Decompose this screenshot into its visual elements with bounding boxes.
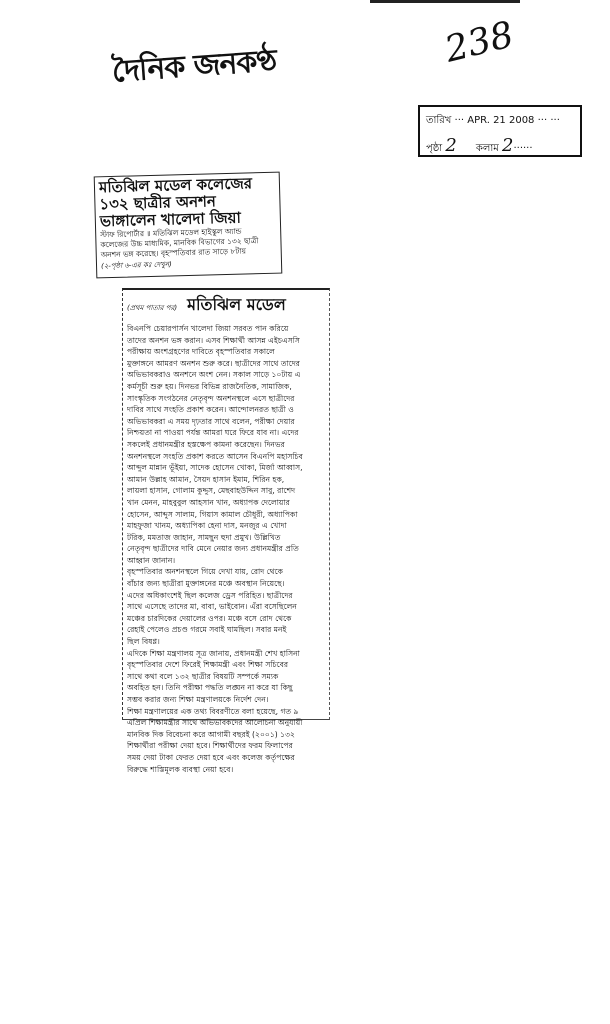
stamp-date-value: APR. 21 2008	[467, 115, 535, 126]
article-line: অভিভাবকরা এ সময় দৃঢ়তার সাথে বলেন, পরীক্ষা দেয়ার	[127, 416, 295, 426]
scan-edge-mark	[370, 0, 520, 3]
article-line: মঞ্চের চারদিকের দেয়ালের ওপর। মঞ্চে বসে রোদ থেকে	[127, 613, 292, 623]
article-line: মুক্তাঙ্গনে আমরণ অনশন শুরু করে। ছাত্রীদের সাথে তাদের	[127, 358, 300, 368]
article-line: মাহফুজা খানম, অধ্যাপিকা হেনা দাস, মনজুর এ খোদা	[127, 521, 287, 531]
article-line: হোসেন, আব্দুস সালাম, গিয়াস কামাল চৌধুরী, অধ্যাপিকা	[127, 509, 298, 519]
archive-stamp	[418, 105, 582, 157]
article-line: বৃহস্পতিবার অনশনস্থলে গিয়ে দেখা যায়, রোদ থেকে	[127, 567, 283, 577]
stamp-date-row: তারিখ ··· APR. 21 2008 ··· ···	[426, 115, 560, 126]
article-line: বৃহস্পতিবার দেশে ফিরেই শিক্ষামন্ত্রী এবং শিক্ষা সচিবের	[127, 660, 289, 670]
article-line: আহ্বান জানান।	[127, 555, 176, 565]
article-line: ছিল বিষণ্ণ।	[127, 637, 160, 647]
article-line: সাথে এসেছে তাদের মা, বাবা, ভাইবোন। এঁরা বসেছিলেন	[127, 602, 297, 612]
article-line: শিক্ষা মন্ত্রণালয়ের এক তথ্য বিবরণীতে বলা হয়েছে, গত ৯	[127, 706, 299, 716]
continuation-clipping	[122, 288, 330, 774]
article-line: পরীক্ষায় অংশগ্রহণের দাবিতে বৃহস্পতিবার সকালে	[127, 347, 275, 357]
clipping-header	[127, 292, 325, 319]
body-line: স্টাফ রিপোর্টার ॥ মতিঝিল মডেল হাইস্কুল অ্যান্ড	[100, 226, 242, 240]
body-line: কলেজের উচ্চ মাধ্যমিক, মানবিক বিভাগের ১৩২ ছাত্রী	[100, 236, 259, 250]
article-line: লায়লা হাসান, গোলাম কুদ্দুস, মেছবাহউদ্দিন সাবু, রাশেদ	[127, 486, 296, 496]
article-line: মানবিক দিক বিবেচনা করে আগামী বছরই (২০০১) ১৩২	[127, 729, 295, 739]
continued-note: (২-পৃষ্ঠা ৬-এর কঃ দেখুন)	[100, 260, 172, 271]
article-line: কর্মসূচী শুরু হয়। দিনভর বিভিন্ন রাজনৈতিক, সামাজিক,	[127, 381, 292, 391]
article-line: সকলেই প্রধানমন্ত্রীর হস্তক্ষেপ কামনা করেছেন। দিনভর	[127, 439, 285, 449]
article-line: এপ্রিল শিক্ষামন্ত্রীর সাথে অভিভাবকদের আলোচনা অনুযায়ী	[127, 718, 303, 728]
stamp-page-row: পৃষ্ঠা 2 কলাম 2······	[426, 135, 533, 156]
article-line: রেহাই পেলেও প্রচণ্ড গরমে সবাই ঘামছিল। সবার মনই	[127, 625, 287, 635]
article-line: অভিভাবকরাও অনশনে অংশ নেন। সকাল সাড়ে ১০টায় এ	[127, 370, 301, 380]
continued-from-note: (প্রথম পাতার পর)	[127, 304, 178, 312]
article-line: টরিক, মমতাজ জাহান, সামছুন হুদা প্রমুখ। উল্লিখিত	[127, 532, 281, 542]
article-line: সাথে কথা বলে ১৩২ ছাত্রীর বিষয়টি সম্পর্কে সম্যক	[127, 671, 279, 681]
article-line: নেতৃবৃন্দ ছাত্রীদের দাবি মেনে নেয়ার জন্য প্রধানমন্ত্রীর প্রতি	[127, 544, 299, 554]
article-line: আব্দুল মান্নান ভূঁইয়া, সাদেক হোসেন খোকা, মির্জা আব্বাস,	[127, 463, 303, 473]
clipping-title: মতিঝিল মডেল	[187, 295, 286, 314]
headline-line: মতিঝিল মডেল কলেজের	[98, 174, 253, 197]
article-line: খান মেনন, মাহবুবুল আহসান খান, অধ্যাপক দেলোয়ার	[127, 497, 290, 507]
article-line: শিক্ষার্থীরা পরীক্ষা দেয়া হবে। শিক্ষার্থীদের ফরম ফিলাপের	[127, 741, 293, 751]
article-line: দাবির সাথে সংহতি প্রকাশ করেন। আন্দোলনরত ছাত্রী ও	[127, 405, 294, 415]
article-line: বিএনপি চেয়ারপার্সন খালেদা জিয়া সরবত পান করিয়ে	[127, 324, 289, 333]
stamp-page-label: পৃষ্ঠা	[426, 143, 443, 154]
article-line: বাঁচার জন্য ছাত্রীরা মুক্তাঙ্গনের মঞ্চে অবস্থান নিয়েছে।	[127, 579, 285, 589]
article-line: সাংস্কৃতিক সংগঠনের নেতৃবৃন্দ অনশনস্থলে এসে ছাত্রীদের	[127, 393, 295, 403]
stamp-column-value: 2	[502, 135, 514, 156]
article-line: এদিকে শিক্ষা মন্ত্রণালয় সূত্র জানায়, প্রধানমন্ত্রী শেখ হাসিনা	[127, 648, 300, 658]
article-line: সম্ভব করার জন্য শিক্ষা মন্ত্রণালয়কে নির্দেশ দেন।	[127, 695, 269, 704]
article-line: আমান উল্লাহ আমান, সৈয়দ হাসান ইমাম, শিরিন হক,	[127, 474, 285, 484]
newspaper-masthead: দৈনিক জনকণ্ঠ	[110, 43, 278, 90]
article-line: নিশ্চয়তা না পাওয়া পর্যন্ত আমরা ঘরে ফিরে যাব না। এদের	[127, 428, 299, 438]
article-body	[127, 323, 325, 775]
article-line: তাদের অনশন ভঙ্গ করান। এসব শিক্ষার্থী আসন্ন এইচএসসি	[127, 335, 300, 345]
article-line: অনশনস্থলে সংহতি প্রকাশ করতে আসেন বিএনপি মহাসচিব	[127, 451, 303, 461]
body-line: অনশন ভঙ্গ করেছে। বৃহস্পতিবার রাত সাড়ে ৮টায়	[100, 246, 247, 260]
stamp-page-value: 2	[445, 135, 457, 156]
headline-line: ১৩২ ছাত্রীর অনশন	[99, 192, 217, 214]
front-page-clipping	[94, 172, 283, 279]
article-line: বিরুদ্ধে শাস্তিমূলক ব্যবস্থা নেয়া হবে।	[127, 764, 234, 774]
stamp-date-label: তারিখ	[426, 115, 452, 126]
article-line: অবহিত হন। তিনি পরীক্ষা পদ্ধতি লঙ্ঘন না করে যা কিছু	[127, 683, 293, 693]
headline-line: ভাঙ্গালেন খালেদা জিয়া	[99, 208, 242, 231]
article-line: এদের অধিকাংশেই ছিল কলেজ ড্রেস পরিহিত। ছাত্রীদের	[127, 590, 293, 600]
stamp-column-label: কলাম	[475, 143, 499, 154]
handwritten-page-number: 238	[441, 14, 518, 71]
article-line: সময় দেয়া টাকা ফেরত দেয়া হবে এবং কলেজ কর্তৃপক্ষের	[127, 752, 295, 762]
